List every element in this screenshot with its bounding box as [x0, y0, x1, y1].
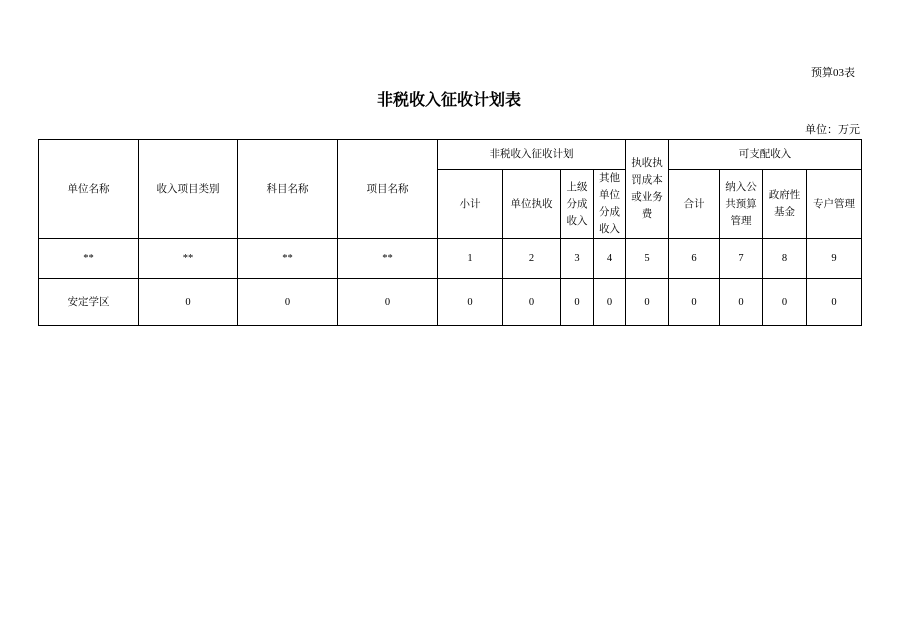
cell-total: 6 [669, 239, 720, 279]
cell-subtotal: 0 [438, 279, 503, 326]
header-income-category: 收入项目类别 [139, 140, 238, 239]
cell-gov-fund: 8 [763, 239, 807, 279]
cell-other-unit-share: 0 [594, 279, 626, 326]
cell-unit-collection: 0 [503, 279, 561, 326]
cell-gov-fund: 0 [763, 279, 807, 326]
cell-other-unit-share: 4 [594, 239, 626, 279]
header-unit-name: 单位名称 [39, 140, 139, 239]
page-title: 非税收入征收计划表 [376, 92, 521, 109]
header-collection-cost: 执收执罚成本或业务费 [626, 140, 669, 239]
cell-special-account: 9 [807, 239, 862, 279]
cell-superior-share: 3 [561, 239, 594, 279]
cell-subject-name: 0 [238, 279, 338, 326]
cell-project-name: 0 [338, 279, 438, 326]
header-total: 合计 [669, 170, 720, 239]
cell-subject-name: ** [238, 239, 338, 279]
header-other-unit-share: 其他单位分成收入 [594, 170, 626, 239]
cell-special-account: 0 [807, 279, 862, 326]
table-row [39, 239, 862, 279]
header-public-budget: 纳入公共预算管理 [720, 170, 763, 239]
cell-project-name: ** [338, 239, 438, 279]
header-gov-fund: 政府性基金 [763, 170, 807, 239]
header-project-name: 项目名称 [338, 140, 438, 239]
header-special-account: 专户管理 [807, 170, 862, 239]
header-disposable-group: 可支配收入 [669, 140, 862, 170]
unit-label: 单位：万元 [805, 124, 860, 136]
cell-unit-collection: 2 [503, 239, 561, 279]
header-row-group [39, 140, 862, 170]
cell-income-category: ** [139, 239, 238, 279]
cell-public-budget: 7 [720, 239, 763, 279]
table-row [39, 279, 862, 326]
cell-income-category: 0 [139, 279, 238, 326]
cell-collection-cost: 0 [626, 279, 669, 326]
cell-subtotal: 1 [438, 239, 503, 279]
header-unit-collection: 单位执收 [503, 170, 561, 239]
header-subject-name: 科目名称 [238, 140, 338, 239]
header-superior-share: 上级分成收入 [561, 170, 594, 239]
cell-superior-share: 0 [561, 279, 594, 326]
cell-public-budget: 0 [720, 279, 763, 326]
form-code: 预算03表 [811, 67, 855, 79]
cell-total: 0 [669, 279, 720, 326]
cell-unit-name: ** [39, 239, 139, 279]
header-subtotal: 小计 [438, 170, 503, 239]
cell-collection-cost: 5 [626, 239, 669, 279]
plan-table [38, 139, 862, 326]
header-plan-group: 非税收入征收计划 [438, 140, 626, 170]
cell-unit-name: 安定学区 [39, 279, 139, 326]
